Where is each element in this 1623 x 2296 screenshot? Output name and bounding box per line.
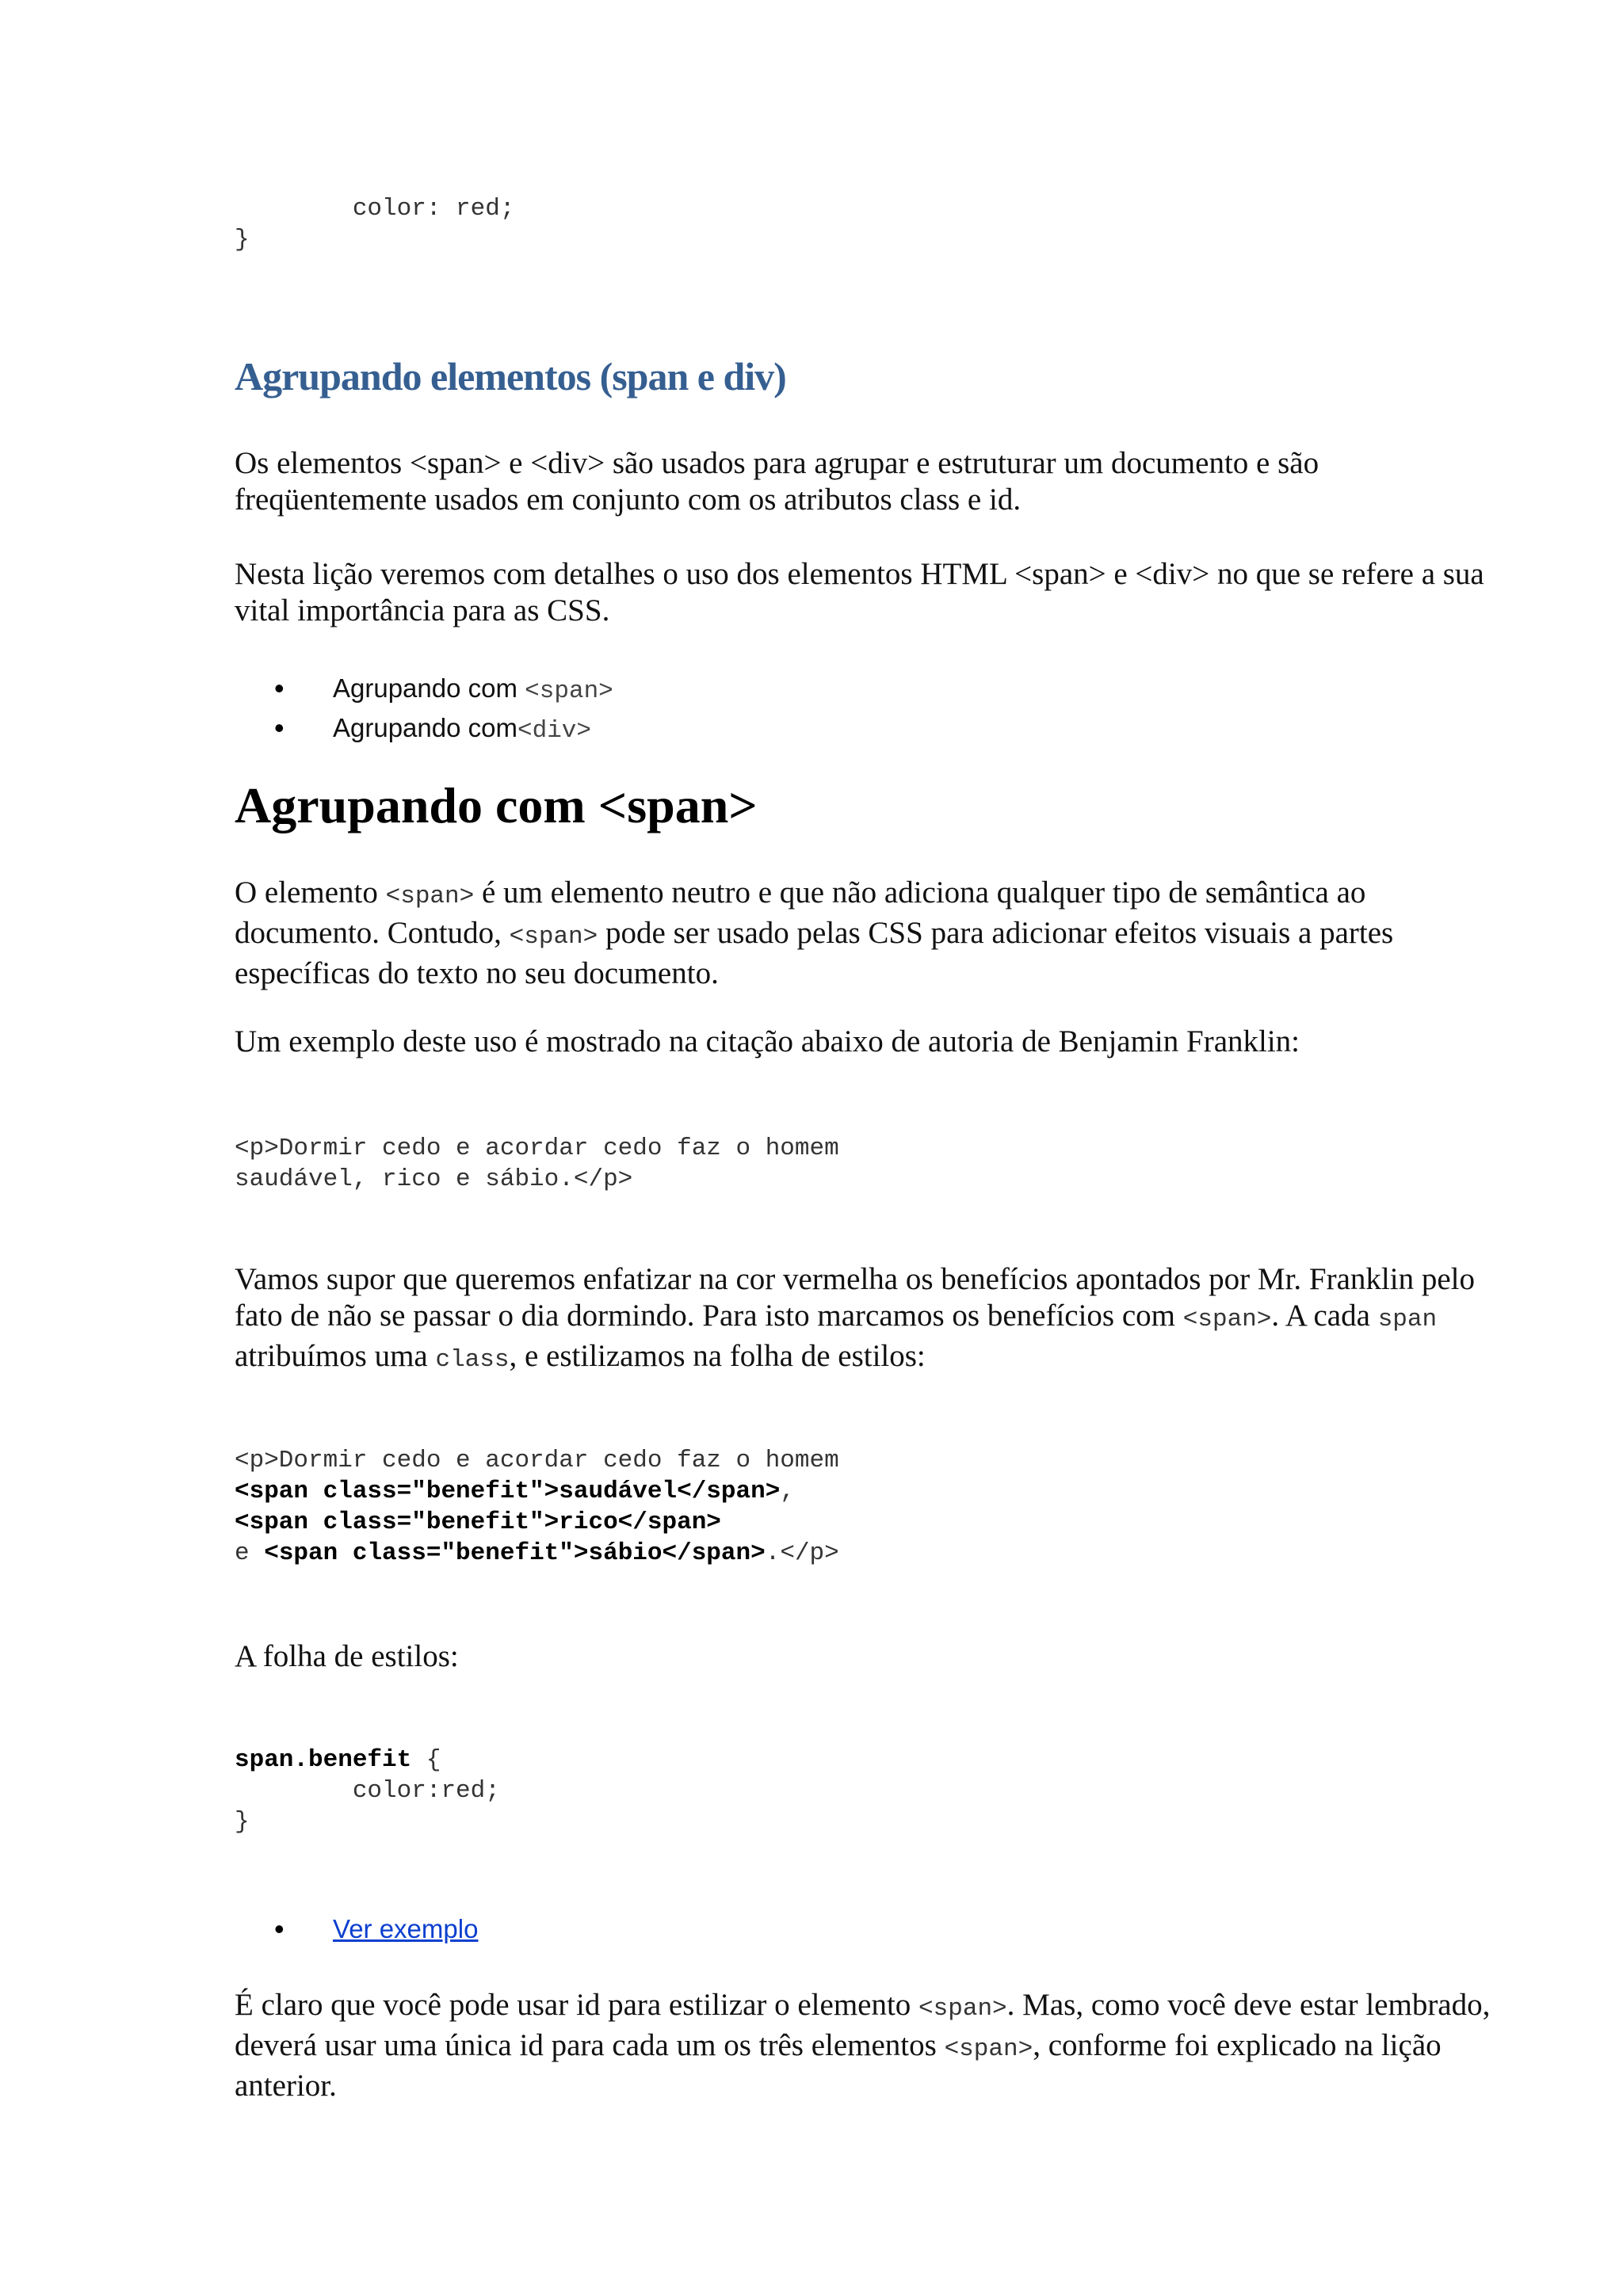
intro-paragraph-1: Os elementos <span> e <div> são usados para agrupar e estruturar um documento e são freqüentemente usados em conjunto com os atributos class e id. bbox=[235, 446, 1319, 517]
text: atribuímos uma bbox=[235, 1339, 436, 1373]
text: , e estilizamos na folha de estilos: bbox=[509, 1339, 926, 1373]
stylesheet-label: A folha de estilos: bbox=[235, 1639, 459, 1673]
toc-item-span[interactable] bbox=[235, 670, 1423, 710]
code-bold: <span class="benefit">rico</span> bbox=[235, 1508, 721, 1536]
heading-agrupando-span: Agrupando com <span> bbox=[235, 777, 758, 833]
text: . A cada bbox=[1271, 1299, 1378, 1333]
text: , conforme foi explicado na lição anterior. bbox=[235, 2028, 1442, 2103]
example-list-item bbox=[235, 1911, 1423, 1947]
span-paragraph-1 bbox=[235, 875, 1503, 992]
toc-item-label: Agrupando com bbox=[333, 673, 525, 703]
inline-code: <span> bbox=[944, 2035, 1033, 2063]
code-line: } bbox=[235, 1808, 250, 1836]
text: . Mas, como você deve estar lembrado, deverá usar uma única id para cada um os três elementos bbox=[235, 1988, 1491, 2062]
code-bold: span.benefit bbox=[235, 1746, 412, 1774]
table-of-contents bbox=[235, 670, 1423, 749]
span-paragraph-2: Um exemplo deste uso é mostrado na citação abaixo de autoria de Benjamin Franklin: bbox=[235, 1024, 1300, 1058]
code-line: } bbox=[235, 226, 250, 254]
inline-code: span bbox=[1377, 1306, 1438, 1333]
toc-item-label: Agrupando com bbox=[333, 713, 517, 742]
code-line: color:red; bbox=[235, 1777, 500, 1805]
code-block-quote bbox=[235, 1133, 839, 1195]
inline-code: <span> bbox=[1182, 1306, 1272, 1333]
text: Vamos supor que queremos enfatizar na cor vermelha os benefícios apontados por Mr. Franklin pelo fato de não se passar o dia dormindo. Para isto marcamos os benefícios com bbox=[235, 1262, 1475, 1333]
toc-item-div[interactable] bbox=[235, 710, 1423, 749]
example-list bbox=[235, 1911, 1423, 1947]
code-bold: <span class="benefit">saudável</span> bbox=[235, 1478, 781, 1505]
code-block-color-red bbox=[235, 193, 514, 255]
intro-paragraph-2: Nesta lição veremos com detalhes o uso dos elementos HTML <span> e <div> no que se refere a sua vital importância para as CSS. bbox=[235, 557, 1484, 627]
inline-code: class bbox=[435, 1346, 510, 1374]
code-line: { bbox=[411, 1746, 441, 1774]
toc-item-code: <div> bbox=[517, 717, 591, 745]
span-paragraph-3 bbox=[235, 1261, 1503, 1379]
code-line: .</p> bbox=[765, 1539, 839, 1567]
code-line: , bbox=[780, 1478, 795, 1505]
text: É claro que você pode usar id para estilizar o elemento bbox=[235, 1988, 919, 2022]
inline-code: <span> bbox=[509, 923, 598, 951]
toc-item-code: <span> bbox=[525, 677, 613, 705]
code-line: <p>Dormir cedo e acordar cedo faz o homem bbox=[235, 1135, 839, 1162]
section-title: Agrupando elementos (span e div) bbox=[235, 354, 786, 399]
ver-exemplo-link[interactable]: Ver exemplo bbox=[333, 1914, 479, 1943]
code-line: <p>Dormir cedo e acordar cedo faz o homem bbox=[235, 1447, 839, 1474]
text: pode ser usado pelas CSS para adicionar efeitos visuais a partes específicas do texto no seu documento. bbox=[235, 916, 1394, 990]
code-line: saudável, rico e sábio.</p> bbox=[235, 1165, 633, 1193]
code-bold: <span class="benefit">sábio</span> bbox=[264, 1539, 766, 1567]
final-paragraph bbox=[235, 1987, 1503, 2104]
text: O elemento bbox=[235, 875, 386, 910]
code-line: e bbox=[235, 1539, 265, 1567]
inline-code: <span> bbox=[918, 1995, 1007, 2023]
code-block-stylesheet bbox=[235, 1745, 500, 1837]
text: é um elemento neutro e que não adiciona qualquer tipo de semântica ao documento. Contudo, bbox=[235, 875, 1366, 950]
inline-code: <span> bbox=[385, 883, 475, 910]
code-line: color: red; bbox=[235, 195, 515, 223]
code-block-span-benefit bbox=[235, 1445, 839, 1569]
